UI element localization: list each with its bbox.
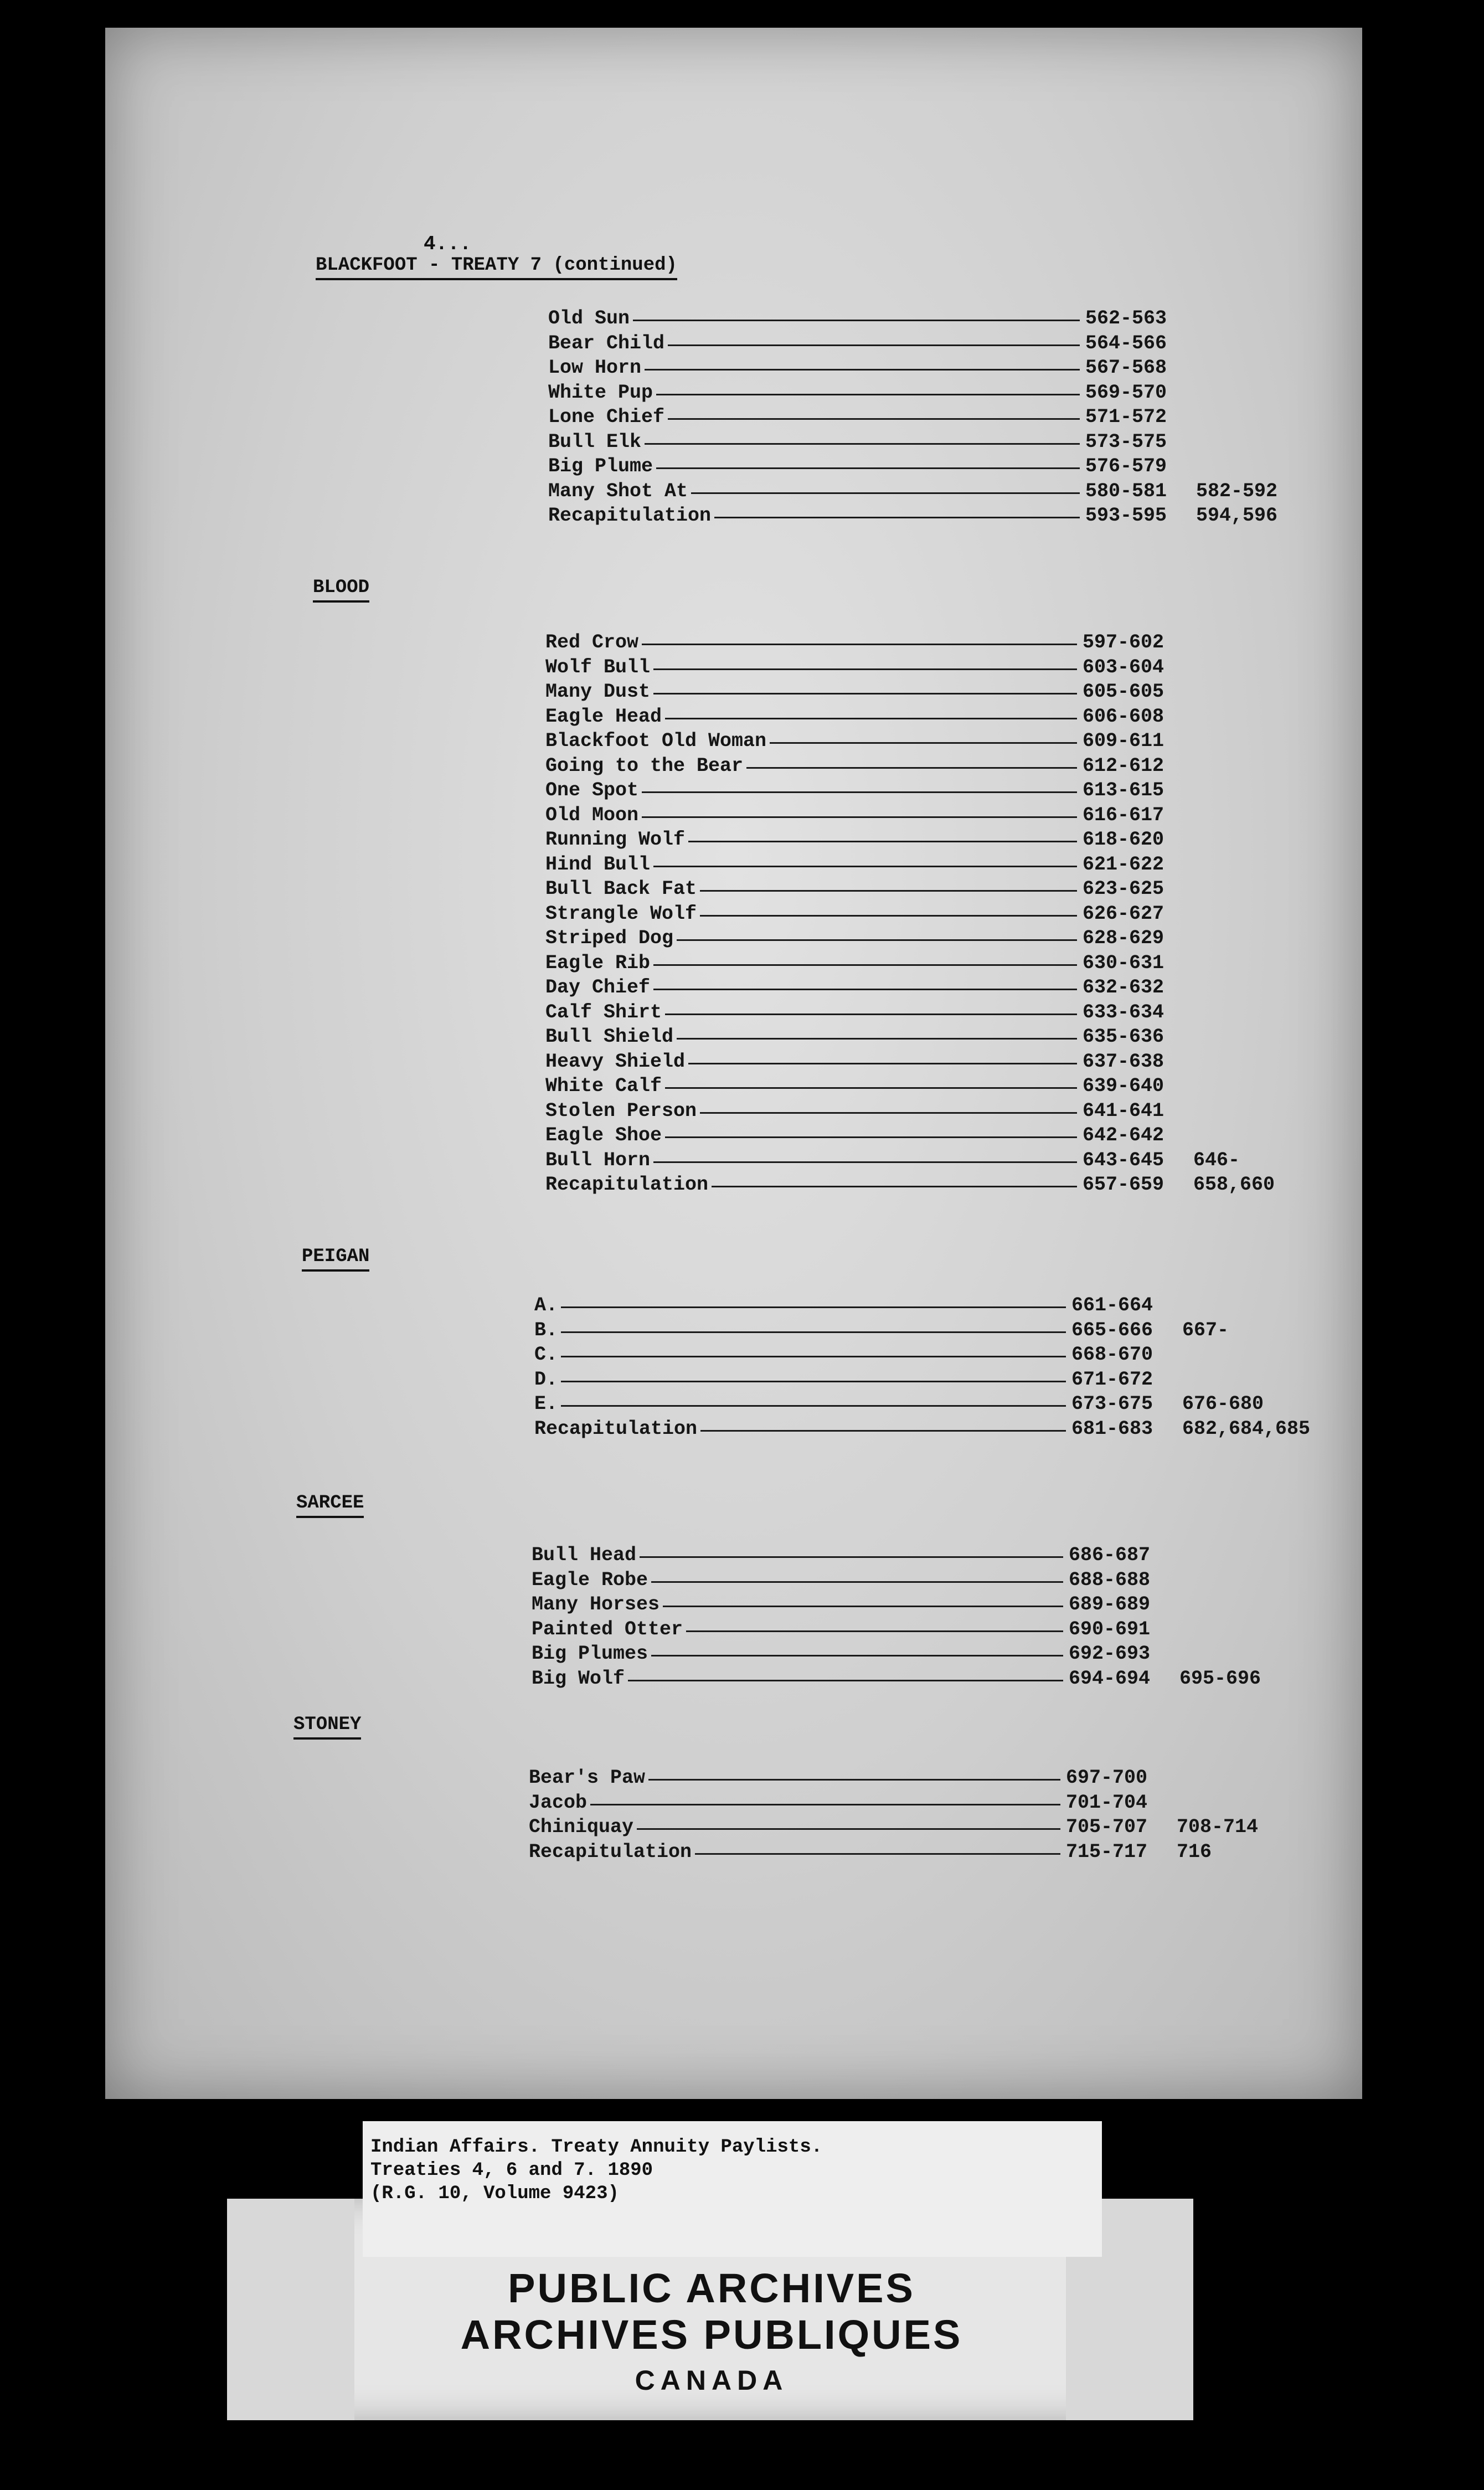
section-title-sarcee: SARCEE xyxy=(296,1493,364,1518)
leader-line xyxy=(688,1063,1077,1064)
entry-name: C. xyxy=(534,1344,558,1366)
entry-name: Lone Chief xyxy=(548,406,665,428)
entry-page-range: 681-683 xyxy=(1071,1417,1153,1440)
entry-row xyxy=(548,455,1484,480)
entry-name: Recapitulation xyxy=(545,1174,709,1196)
entry-row xyxy=(534,1319,1484,1344)
entry-page-range: 597-602 xyxy=(1083,631,1164,654)
leader-line xyxy=(665,1136,1077,1138)
leader-line xyxy=(714,517,1080,518)
entry-page-range: 567-568 xyxy=(1085,357,1167,379)
entry-name: Old Sun xyxy=(548,307,630,330)
entry-page-range: 626-627 xyxy=(1083,902,1164,925)
leader-line xyxy=(656,394,1080,395)
entry-row xyxy=(548,332,1484,357)
leader-line xyxy=(653,989,1077,990)
entry-row xyxy=(534,1294,1484,1319)
entry-row xyxy=(545,1149,1484,1174)
entry-page-range: 686-687 xyxy=(1069,1544,1151,1566)
entry-name: Bull Back Fat xyxy=(545,878,697,900)
entry-page-range: 689-689 xyxy=(1069,1593,1151,1616)
entry-row xyxy=(529,1792,1484,1817)
document-page xyxy=(105,28,1362,2099)
leader-line xyxy=(640,1556,1063,1558)
entry-page-range: 668-670 xyxy=(1071,1344,1153,1366)
entry-page-range: 635-636 xyxy=(1083,1026,1164,1048)
entry-page-range: 606-608 xyxy=(1083,705,1164,728)
entry-row xyxy=(532,1618,1484,1643)
leader-line xyxy=(668,418,1080,420)
leader-line xyxy=(653,1161,1077,1163)
entry-row xyxy=(529,1816,1484,1841)
entry-extra-range: 682,684,685 xyxy=(1182,1417,1311,1440)
entry-row xyxy=(534,1369,1484,1393)
stamp-text xyxy=(354,2265,1069,2415)
entry-row xyxy=(545,952,1484,977)
entry-extra-range: 646- xyxy=(1193,1149,1240,1171)
entry-name: Bull Elk xyxy=(548,430,642,453)
leader-line xyxy=(561,1331,1066,1333)
leader-line xyxy=(561,1356,1066,1357)
entry-name: Bull Shield xyxy=(545,1026,674,1048)
entry-name: Blackfoot Old Woman xyxy=(545,730,767,752)
leader-line xyxy=(695,1853,1060,1855)
leader-line xyxy=(700,890,1077,892)
stamp-line-1: PUBLIC ARCHIVES xyxy=(508,2265,915,2311)
entry-row xyxy=(548,406,1484,431)
entry-page-range: 692-693 xyxy=(1069,1643,1151,1665)
entry-row xyxy=(548,382,1484,407)
leader-line xyxy=(642,816,1077,818)
stamp-line-3: CANADA xyxy=(635,2365,789,2396)
entry-name: A. xyxy=(534,1294,558,1316)
entry-row xyxy=(545,1174,1484,1198)
entry-page-range: 701-704 xyxy=(1066,1791,1148,1814)
entry-page-range: 593-595 xyxy=(1085,505,1167,527)
entry-row xyxy=(545,730,1484,755)
entry-name: Calf Shirt xyxy=(545,1001,662,1023)
entry-row xyxy=(529,1841,1484,1866)
entry-page-range: 603-604 xyxy=(1083,656,1164,678)
entry-name: Bear's Paw xyxy=(529,1767,646,1789)
entry-page-range: 630-631 xyxy=(1083,951,1164,974)
entry-page-range: 569-570 xyxy=(1085,381,1167,404)
entry-name: Stolen Person xyxy=(545,1099,697,1122)
entry-name: Recapitulation xyxy=(548,505,712,527)
leader-line xyxy=(648,1779,1060,1781)
section-entries-blackfoot xyxy=(548,307,1484,529)
entry-name: Low Horn xyxy=(548,357,642,379)
entry-extra-range: 716 xyxy=(1177,1840,1212,1863)
entry-page-range: 697-700 xyxy=(1066,1767,1148,1789)
entry-page-range: 639-640 xyxy=(1083,1075,1164,1097)
entry-page-range: 571-572 xyxy=(1085,406,1167,428)
entry-page-range: 609-611 xyxy=(1083,730,1164,752)
section-entries-stoney xyxy=(529,1767,1484,1865)
entry-extra-range: 676-680 xyxy=(1182,1393,1264,1415)
entry-name: Many Dust xyxy=(545,681,651,703)
entry-row xyxy=(532,1593,1484,1618)
entry-page-range: 564-566 xyxy=(1085,332,1167,354)
entry-page-range: 580-581 xyxy=(1085,480,1167,502)
entry-row xyxy=(532,1643,1484,1668)
entry-row xyxy=(545,706,1484,730)
leader-line xyxy=(642,791,1077,793)
leader-line xyxy=(665,1087,1077,1089)
label-line-2: Treaties 4, 6 and 7. 1890 xyxy=(370,2160,653,2181)
entry-name: Old Moon xyxy=(545,804,639,826)
entry-name: Bull Head xyxy=(532,1544,637,1566)
leader-line xyxy=(642,644,1077,645)
leader-line xyxy=(561,1381,1066,1382)
entry-page-range: 613-615 xyxy=(1083,779,1164,801)
leader-line xyxy=(686,1630,1063,1632)
leader-line xyxy=(645,443,1080,445)
entry-name: One Spot xyxy=(545,779,639,801)
entry-extra-range: 695-696 xyxy=(1179,1667,1261,1690)
entry-name: Big Plume xyxy=(548,455,653,477)
entry-name: Recapitulation xyxy=(534,1417,698,1440)
entry-extra-range: 594,596 xyxy=(1196,505,1278,527)
entry-row xyxy=(529,1767,1484,1792)
entry-row xyxy=(545,1100,1484,1125)
entry-page-range: 616-617 xyxy=(1083,804,1164,826)
leader-line xyxy=(691,492,1080,494)
entry-row xyxy=(548,431,1484,456)
entry-page-range: 632-632 xyxy=(1083,976,1164,999)
entry-page-range: 642-642 xyxy=(1083,1124,1164,1146)
entry-name: Big Plumes xyxy=(532,1643,648,1665)
leader-line xyxy=(770,742,1077,744)
entry-page-range: 628-629 xyxy=(1083,927,1164,949)
entry-row xyxy=(545,656,1484,681)
entry-page-range: 618-620 xyxy=(1083,829,1164,851)
entry-page-range: 576-579 xyxy=(1085,455,1167,477)
entry-row xyxy=(548,505,1484,529)
entry-page-range: 661-664 xyxy=(1071,1294,1153,1316)
entry-name: Many Shot At xyxy=(548,480,688,502)
entry-row xyxy=(545,927,1484,952)
entry-page-range: 673-675 xyxy=(1071,1393,1153,1415)
entry-row xyxy=(545,976,1484,1001)
page-number: 4... xyxy=(424,233,472,255)
leader-line xyxy=(645,369,1080,371)
entry-page-range: 715-717 xyxy=(1066,1840,1148,1863)
entry-row xyxy=(548,307,1484,332)
entry-name: Heavy Shield xyxy=(545,1050,686,1073)
entry-page-range: 671-672 xyxy=(1071,1368,1153,1391)
entry-page-range: 705-707 xyxy=(1066,1816,1148,1838)
entry-row xyxy=(534,1393,1484,1418)
leader-line xyxy=(628,1680,1063,1681)
leader-line xyxy=(668,344,1080,346)
entry-row xyxy=(545,804,1484,829)
leader-line xyxy=(653,668,1077,670)
label-line-3: (R.G. 10, Volume 9423) xyxy=(370,2183,619,2204)
entry-row xyxy=(545,1001,1484,1026)
entry-row xyxy=(545,903,1484,928)
section-entries-sarcee xyxy=(532,1544,1484,1692)
leader-line xyxy=(653,866,1077,867)
entry-extra-range: 582-592 xyxy=(1196,480,1278,502)
leader-line xyxy=(677,1038,1077,1040)
entry-extra-range: 667- xyxy=(1182,1319,1229,1341)
entry-page-range: 562-563 xyxy=(1085,307,1167,330)
entry-page-range: 633-634 xyxy=(1083,1001,1164,1023)
entry-name: Running Wolf xyxy=(545,829,686,851)
leader-line xyxy=(700,1112,1077,1114)
entry-row xyxy=(545,1051,1484,1076)
entry-row xyxy=(545,1124,1484,1149)
section-title-blackfoot: BLACKFOOT - TREATY 7 (continued) xyxy=(316,255,677,280)
leader-line xyxy=(746,767,1077,769)
entry-page-range: 657-659 xyxy=(1083,1174,1164,1196)
entry-row xyxy=(545,1075,1484,1100)
entry-row xyxy=(545,1026,1484,1051)
stamp-line-2: ARCHIVES PUBLIQUES xyxy=(460,2312,963,2358)
entry-name: Red Crow xyxy=(545,631,639,654)
leader-line xyxy=(653,693,1077,694)
leader-line xyxy=(677,939,1077,941)
leader-line xyxy=(663,1606,1063,1607)
entry-name: White Calf xyxy=(545,1075,662,1097)
entry-row xyxy=(532,1668,1484,1692)
entry-page-range: 612-612 xyxy=(1083,754,1164,777)
leader-line xyxy=(653,964,1077,966)
entry-name: E. xyxy=(534,1393,558,1415)
entry-page-range: 690-691 xyxy=(1069,1618,1151,1640)
leader-line xyxy=(637,1828,1060,1830)
entry-page-range: 637-638 xyxy=(1083,1050,1164,1073)
entry-name: Strangle Wolf xyxy=(545,902,697,925)
entry-row xyxy=(545,755,1484,780)
section-title-blood: BLOOD xyxy=(313,577,369,603)
leader-line xyxy=(651,1581,1063,1583)
entry-row xyxy=(534,1344,1484,1369)
stamp-tab-left xyxy=(227,2199,354,2420)
entry-row xyxy=(532,1569,1484,1594)
entry-extra-range: 708-714 xyxy=(1177,1816,1259,1838)
entry-name: Going to the Bear xyxy=(545,754,744,777)
entry-name: Chiniquay xyxy=(529,1816,634,1838)
entry-row xyxy=(548,480,1484,505)
entry-name: Striped Dog xyxy=(545,927,674,949)
entry-row xyxy=(545,631,1484,656)
entry-name: Bear Child xyxy=(548,332,665,354)
entry-page-range: 694-694 xyxy=(1069,1667,1151,1690)
entry-page-range: 605-605 xyxy=(1083,681,1164,703)
entry-row xyxy=(545,829,1484,853)
section-title-peigan: PEIGAN xyxy=(302,1246,369,1272)
entry-row xyxy=(545,779,1484,804)
entry-name: Day Chief xyxy=(545,976,651,999)
entry-page-range: 621-622 xyxy=(1083,853,1164,876)
entry-row xyxy=(545,853,1484,878)
section-title-stoney: STONEY xyxy=(293,1714,361,1740)
entry-page-range: 643-645 xyxy=(1083,1149,1164,1171)
entry-name: Eagle Head xyxy=(545,705,662,728)
entry-name: Eagle Robe xyxy=(532,1568,648,1591)
entry-row xyxy=(548,357,1484,382)
section-entries-peigan xyxy=(534,1294,1484,1442)
entry-name: Painted Otter xyxy=(532,1618,683,1640)
leader-line xyxy=(590,1804,1060,1805)
leader-line xyxy=(665,718,1077,719)
label-line-1: Indian Affairs. Treaty Annuity Paylists. xyxy=(370,2137,823,2158)
entry-name: Eagle Shoe xyxy=(545,1124,662,1146)
entry-name: Recapitulation xyxy=(529,1840,692,1863)
entry-page-range: 573-575 xyxy=(1085,430,1167,453)
entry-name: Hind Bull xyxy=(545,853,651,876)
leader-line xyxy=(665,1014,1077,1015)
entry-name: Many Horses xyxy=(532,1593,660,1616)
entry-name: B. xyxy=(534,1319,558,1341)
entry-page-range: 623-625 xyxy=(1083,878,1164,900)
leader-line xyxy=(561,1306,1066,1308)
entry-row xyxy=(532,1544,1484,1569)
leader-line xyxy=(700,1430,1066,1432)
entry-extra-range: 658,660 xyxy=(1193,1174,1275,1196)
entry-page-range: 641-641 xyxy=(1083,1099,1164,1122)
entry-row xyxy=(545,878,1484,903)
entry-name: Bull Horn xyxy=(545,1149,651,1171)
entry-row xyxy=(534,1418,1484,1443)
leader-line xyxy=(700,915,1077,917)
entry-page-range: 665-666 xyxy=(1071,1319,1153,1341)
leader-line xyxy=(651,1655,1063,1656)
leader-line xyxy=(561,1405,1066,1407)
entry-name: Big Wolf xyxy=(532,1667,625,1690)
entry-page-range: 688-688 xyxy=(1069,1568,1151,1591)
leader-line xyxy=(633,320,1080,321)
entry-name: Eagle Rib xyxy=(545,951,651,974)
entry-name: Jacob xyxy=(529,1791,588,1814)
entry-row xyxy=(545,681,1484,706)
entry-name: Wolf Bull xyxy=(545,656,651,678)
leader-line xyxy=(712,1186,1077,1187)
entry-name: White Pup xyxy=(548,381,653,404)
leader-line xyxy=(656,467,1080,469)
entry-name: D. xyxy=(534,1368,558,1391)
archive-label-card xyxy=(363,2121,1102,2257)
leader-line xyxy=(688,841,1077,842)
section-entries-blood xyxy=(545,631,1484,1198)
